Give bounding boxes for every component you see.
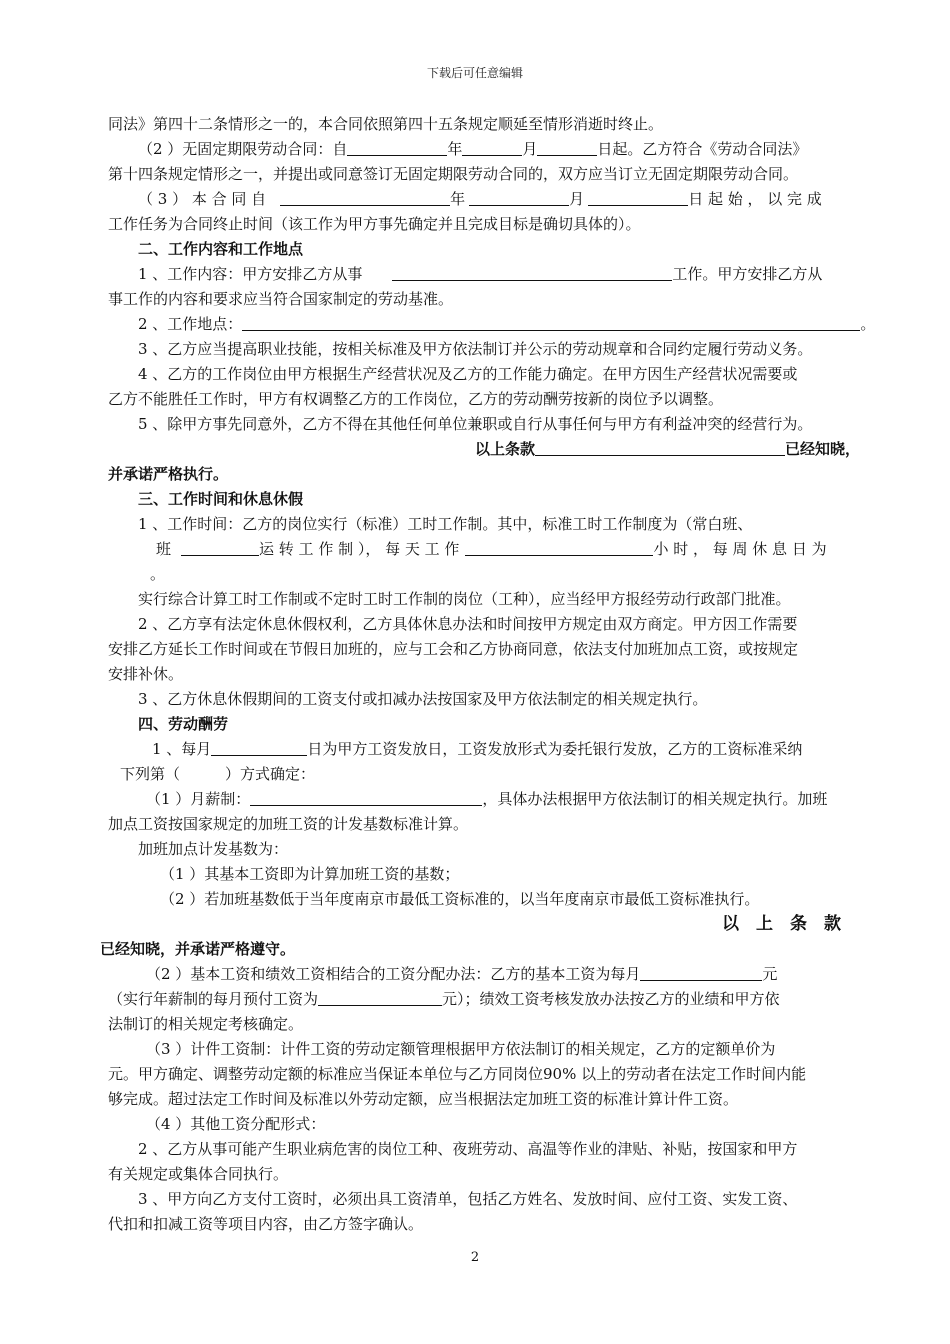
paragraph-line: 2 、乙方享有法定休息休假权利，乙方具体休息办法和时间按甲方规定由双方商定。甲方因工作需要 (138, 615, 798, 633)
paragraph-line: 加班加点计发基数为： (138, 840, 289, 858)
blank-field[interactable] (462, 139, 522, 156)
blank-field[interactable] (280, 189, 450, 206)
blank-field[interactable] (347, 139, 447, 156)
paragraph-line: 有关规定或集体合同执行。 (108, 1165, 289, 1183)
blank-field[interactable] (318, 989, 442, 1006)
blank-field[interactable] (211, 739, 307, 756)
paragraph-line: （1 ）月薪制： ，具体办法根据甲方依法制订的相关规定执行。加班 (146, 790, 828, 808)
paragraph-line: 1 、工作内容：甲方安排乙方从事 工作。甲方安排乙方从 (138, 265, 823, 283)
blank-field[interactable] (537, 139, 597, 156)
paragraph-line: （1 ）其基本工资即为计算加班工资的基数； (160, 865, 460, 883)
paragraph-line: 加点工资按国家规定的加班工资的计发基数标准计算。 (108, 815, 469, 833)
paragraph-line: （ 3 ） 本 合 同 自 年 月 日 起 始 ， 以 完 成 (138, 190, 822, 208)
paragraph-line: （4 ）其他工资分配形式： (146, 1115, 326, 1133)
paragraph-line: （2 ）若加班基数低于当年度南京市最低工资标准的，以当年度南京市最低工资标准执行。 (160, 890, 760, 908)
paragraph-line: 第十四条规定情形之一，并提出或同意签订无固定期限劳动合同的，双方应当订立无固定期限劳动合同。 (108, 165, 799, 183)
paragraph-line: 同法》第四十二条情形之一的，本合同依照第四十五条规定顺延至情形消逝时终止。 (108, 115, 664, 133)
paragraph-line: （3 ）计件工资制：计件工资的劳动定额管理根据甲方依法制订的相关规定，乙方的定额单价为 (146, 1040, 776, 1058)
paragraph-line: 元。甲方确定、调整劳动定额的标准应当保证本单位与乙方同岗位90% 以上的劳动者在法定工作时间内能 (108, 1065, 807, 1083)
section-heading: 二、工作内容和工作地点 (138, 240, 304, 258)
paragraph-line: 5 、除甲方事先同意外，乙方不得在其他任何单位兼职或自行从事任何与甲方有利益冲突的经营行为。 (138, 415, 813, 433)
page-number: 2 (470, 1250, 480, 1265)
page-header: 下载后可任意编辑 (426, 66, 523, 80)
blank-field[interactable] (469, 189, 569, 206)
section-heading: 四、劳动酬劳 (138, 715, 229, 733)
paragraph-line: 够完成。超过法定工作时间及标准以外劳动定额，应当根据法定加班工资的标准计算计件工资。 (108, 1090, 739, 1108)
paragraph-line: 3 、乙方应当提高职业技能，按相关标准及甲方依法制订并公示的劳动规章和合同约定履行劳动义务。 (138, 340, 813, 358)
blank-field[interactable] (250, 789, 482, 806)
paragraph-line: 以上条款 已经知晓， (475, 440, 861, 458)
paragraph-line: 安排补休。 (108, 665, 184, 683)
paragraph-line: 3 、乙方休息休假期间的工资支付或扣减办法按国家及甲方依法制定的相关规定执行。 (138, 690, 708, 708)
paragraph-line: 法制订的相关规定考核确定。 (108, 1015, 304, 1033)
paragraph-line: 事工作的内容和要求应当符合国家制定的劳动基准。 (108, 290, 454, 308)
blank-field[interactable] (242, 314, 860, 331)
blank-field[interactable] (588, 189, 688, 206)
paragraph-line: 代扣和扣减工资等项目内容，由乙方签字确认。 (108, 1215, 424, 1233)
paragraph-line: 4 、乙方的工作岗位由甲方根据生产经营状况及乙方的工作能力确定。在甲方因生产经营状况需要或 (138, 365, 798, 383)
paragraph-line: 实行综合计算工时工作制或不定时工时工作制的岗位（工种），应当经甲方报经劳动行政部门批准。 (138, 590, 791, 608)
blank-field[interactable] (465, 539, 653, 556)
paragraph-line: 班 运 转 工 作 制 ）， 每 天 工 作 小 时 ， 每 周 休 息 日 为 (156, 540, 827, 558)
paragraph-line: 并承诺严格执行。 (108, 465, 229, 483)
paragraph-line: （2 ）基本工资和绩效工资相结合的工资分配办法：乙方的基本工资为每月 元 (146, 965, 778, 983)
paragraph-line: 以 上 条 款 (722, 914, 841, 934)
blank-field[interactable] (392, 264, 672, 281)
paragraph-line: 1 、工作时间：乙方的岗位实行（标准）工时工作制。其中，标准工时工作制度为（常白班、 (138, 515, 753, 533)
paragraph-line: 。 (150, 565, 166, 583)
blank-field[interactable] (640, 964, 762, 981)
paragraph-line: 3 、甲方向乙方支付工资时，必须出具工资清单，包括乙方姓名、发放时间、应付工资、实发工资、 (138, 1190, 798, 1208)
blank-field[interactable] (181, 539, 259, 556)
paragraph-line: 2 、乙方从事可能产生职业病危害的岗位工种、夜班劳动、高温等作业的津贴、补贴，按国家和甲方 (138, 1140, 798, 1158)
paragraph-line: 乙方不能胜任工作时，甲方有权调整乙方的工作岗位，乙方的劳动酬劳按新的岗位予以调整。 (108, 390, 724, 408)
paragraph-line: 下列第（ ）方式确定： (120, 765, 316, 783)
section-heading: 三、工作时间和休息休假 (138, 490, 304, 508)
paragraph-line: 已经知晓，并承诺严格遵守。 (100, 940, 296, 958)
paragraph-line: （实行年薪制的每月预付工资为 元）；绩效工资考核发放办法按乙方的业绩和甲方依 (108, 990, 780, 1008)
paragraph-line: 2 、工作地点： 。 (138, 315, 876, 333)
paragraph-line: 工作任务为合同终止时间（该工作为甲方事先确定并且完成目标是确切具体的）。 (108, 215, 641, 233)
paragraph-line: 1 、每月 日为甲方工资发放日，工资发放形式为委托银行发放，乙方的工资标准采纳 (152, 740, 803, 758)
paragraph-line: 安排乙方延长工作时间或在节假日加班的，应与工会和乙方协商同意，依法支付加班加点工资，或按规定 (108, 640, 799, 658)
blank-field[interactable] (535, 439, 785, 456)
paragraph-line: （2 ）无固定期限劳动合同：自 年 月 日起。乙方符合《劳动合同法》 (138, 140, 808, 158)
